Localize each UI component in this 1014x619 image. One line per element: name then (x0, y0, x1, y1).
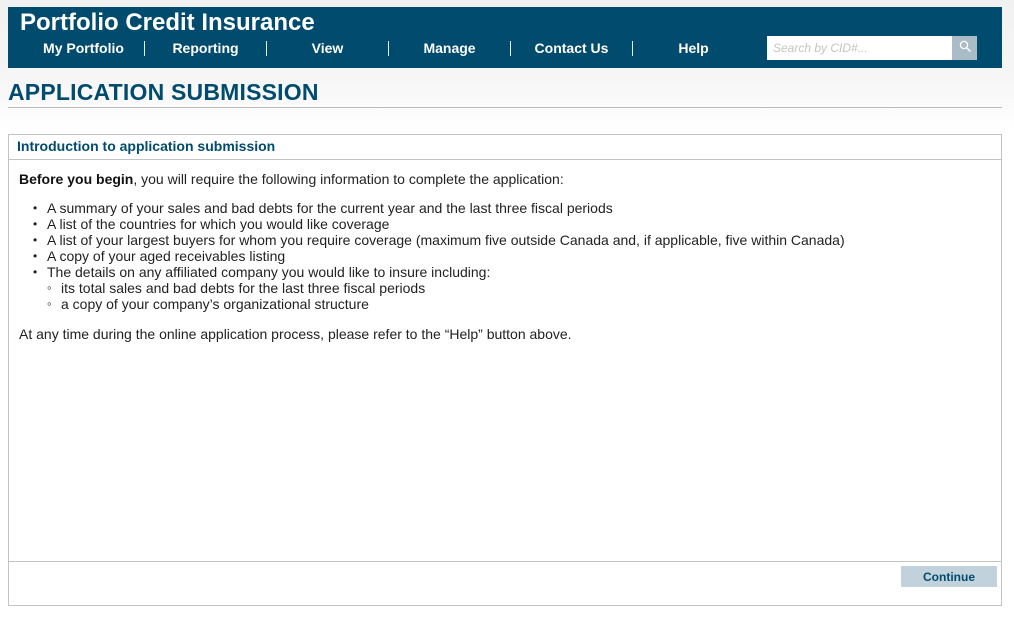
intro-bold: Before you begin (19, 171, 134, 187)
continue-button[interactable]: Continue (901, 566, 997, 587)
requirements-list (19, 200, 991, 312)
sub-list-item: ◦ a copy of your company’s organizational structure (47, 296, 991, 312)
nav-manage[interactable]: Manage (423, 40, 476, 56)
list-item: • A copy of your aged receivables listing (19, 248, 991, 264)
outro-text: At any time during the online application process, please refer to the “Help” button above. (19, 326, 572, 342)
search-icon (959, 39, 971, 57)
main-nav (23, 38, 754, 58)
nav-my-portfolio[interactable]: My Portfolio (43, 40, 124, 56)
search-box (767, 36, 977, 60)
search-button[interactable] (952, 36, 977, 60)
nav-help[interactable]: Help (678, 40, 709, 56)
app-title: Portfolio Credit Insurance (20, 9, 315, 36)
app-header (8, 7, 1002, 68)
panel-header: Introduction to application submission (9, 135, 1001, 160)
nav-contact-us[interactable]: Contact Us (534, 40, 609, 56)
nav-reporting[interactable]: Reporting (172, 40, 239, 56)
sub-list-item: ◦ its total sales and bad debts for the last three fiscal periods (47, 280, 991, 296)
search-input[interactable] (767, 36, 952, 60)
nav-view[interactable]: View (311, 40, 344, 56)
panel-footer (9, 562, 1001, 606)
list-item-affiliated (19, 264, 991, 312)
title-divider (8, 107, 1002, 108)
intro-text (19, 171, 991, 187)
list-item: • A list of your largest buyers for whom you require coverage (maximum five outside Canada and, if applicable, five within Canada) (19, 232, 991, 248)
intro-rest: , you will require the following information to complete the application: (133, 171, 564, 187)
page-title: APPLICATION SUBMISSION (8, 79, 319, 105)
intro-panel (8, 134, 1002, 606)
list-item-text: The details on any affiliated company you would like to insure including: (47, 264, 491, 280)
list-item: • A summary of your sales and bad debts for the current year and the last three fiscal periods (19, 200, 991, 216)
sub-list (47, 280, 991, 312)
list-item: • A list of the countries for which you would like coverage (19, 216, 991, 232)
panel-body (9, 160, 1001, 562)
